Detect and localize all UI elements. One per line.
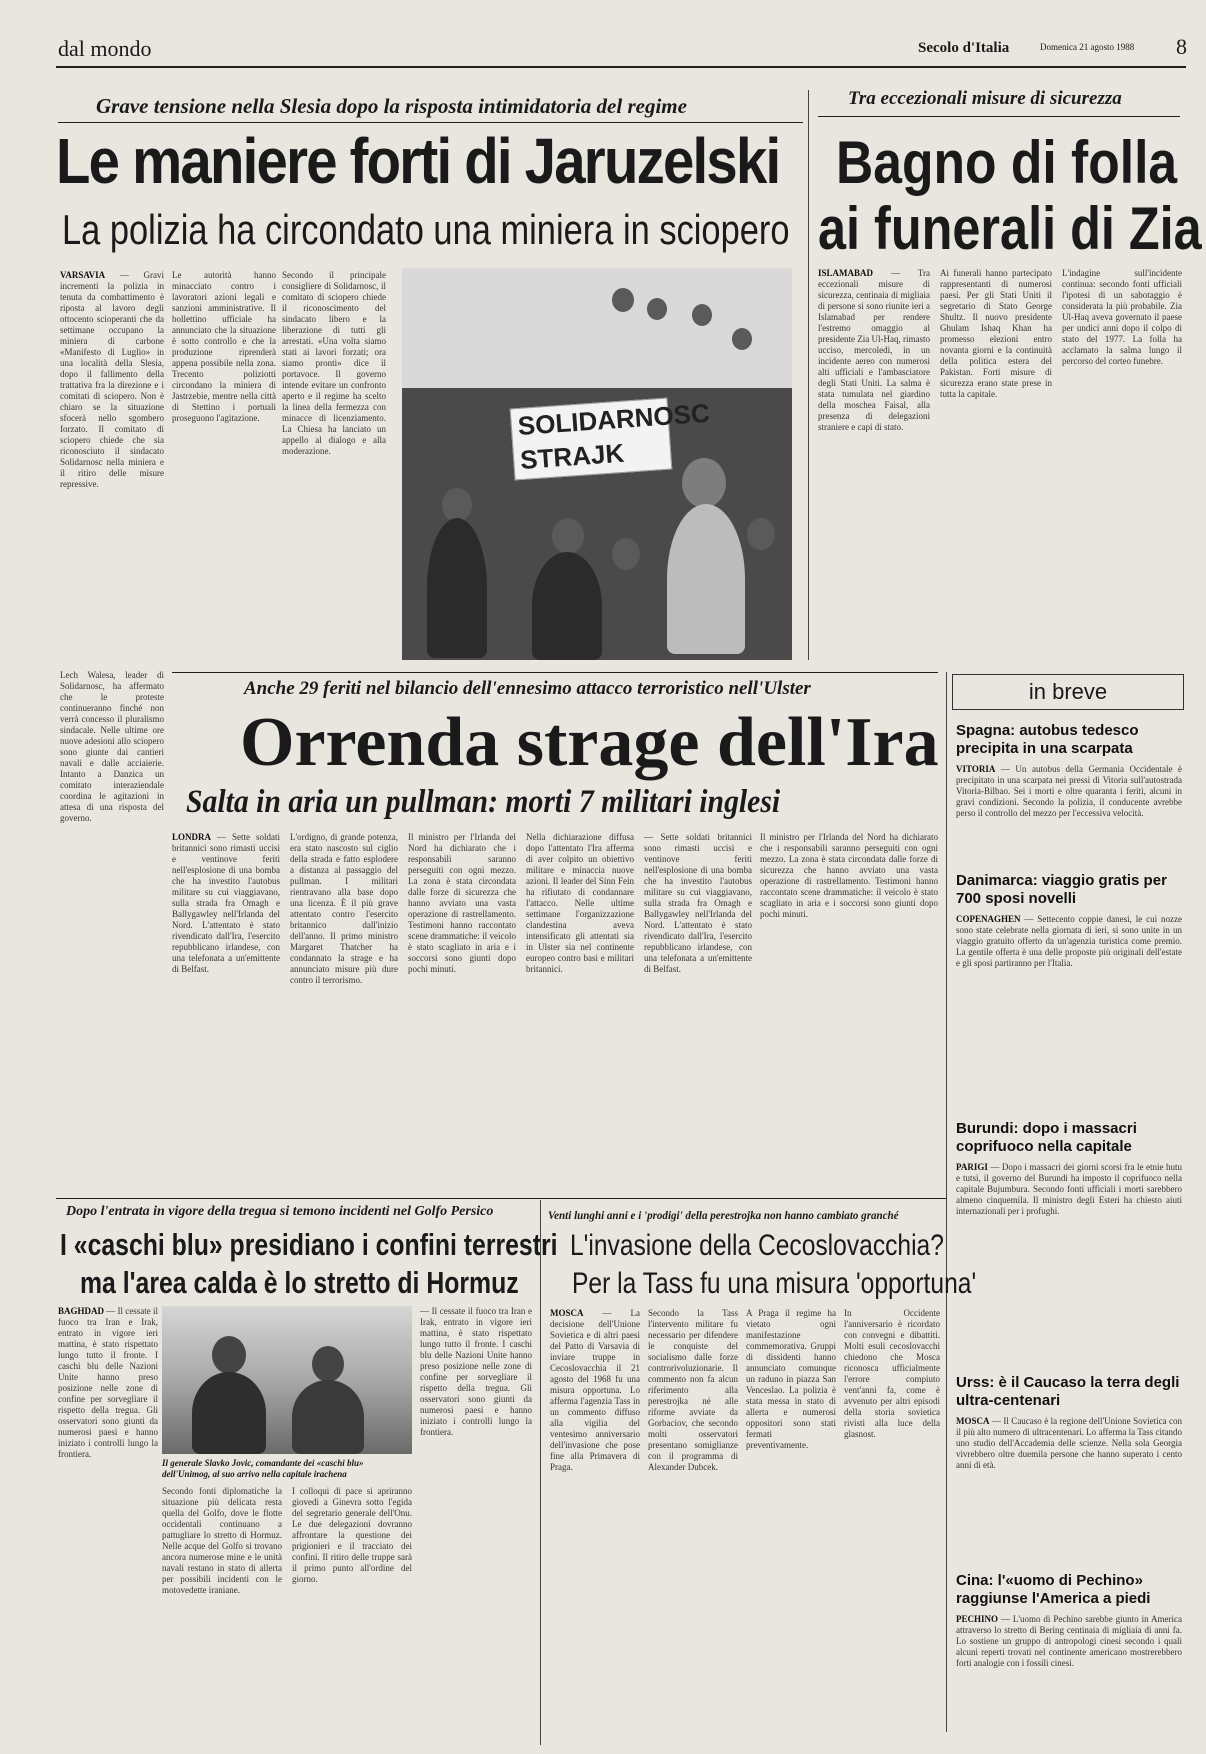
hormuz-col-2 [162,1486,282,1746]
hormuz-kicker: Dopo l'entrata in vigore della tregua si temono incidenti nel Golfo Persico [66,1204,494,1219]
brief-urss-title: Urss: è il Caucaso la terra degli ultra-centenari [956,1374,1180,1409]
solidarnosc-sign [510,397,711,481]
brief-danimarca-title: Danimarca: viaggio gratis per 700 sposi novelli [956,872,1167,907]
jaruzelski-headline: Le maniere forti di Jaruzelski [56,125,780,197]
ira-col-5 [644,832,752,1192]
ira-body-4: Nella dichiarazione diffusa dopo l'attentato l'Ira afferma di aver colpito un obiettivo militare e minaccia nuove azioni. Il leader del Sinn Fein ha rifiutato di condannare l'attacco. Nelle ultime settimane l'organizzazione clandestina aveva intensificato gli attentati sia in Ulster sia nel continente europeo contro basi e militari britannici. [526,832,634,974]
zia-kicker-rule [818,116,1180,117]
ceco-col-1 [550,1308,640,1746]
zia-dateline: ISLAMABAD [818,268,874,278]
in-breve-divider [946,672,947,1732]
hormuz-col-1 [58,1306,158,1746]
section-label: dal mondo [58,36,152,61]
ceco-col-2 [648,1308,738,1746]
in-breve-title: in breve [1028,679,1108,704]
hormuz-col-4 [420,1306,532,1746]
jaruzelski-dateline: VARSAVIA [60,270,106,280]
zia-col-3 [1062,268,1182,666]
jaruzelski-body-1: — Gravi incrementi la polizia in tenuta da combattimento è riposta al lavoro degli ottocento scioperanti che da settimane occupano la miniera di carbone «Manifesto di Luglio» in una località della Slesia, dopo il fallimento della trattativa fra la direzione e i comitati di sciopero. Non è chiaro se la situazione sfocerà nello sgombero forzato. Il comitato di sciopero chiede che sia riconosciuto il sindacato Solidarnosc nella miniera e il ritiro delle misure repressive. [60,270,164,489]
ceco-col-4 [844,1308,940,1746]
ceco-kicker: Venti lunghi anni e i 'prodigi' della perestrojka non hanno cambiato granché [548,1208,899,1222]
zia-body-3: L'indagine sull'incidente continua: secondo fonti ufficiali l'ipotesi di un sabotaggio è considerata la più probabile. Zia Ul-Haq aveva governato il paese per undici anni dopo il colpo di stato del 1977. La folla ha acclamato la salma lungo il percorso del corteo funebre. [1062,268,1182,366]
ira-col-6 [760,832,938,1192]
hormuz-headline-1: I «caschi blu» presidiano i confini terrestri [60,1227,558,1262]
brief-cina [956,1572,1182,1742]
sign-text-2: STRAJK [519,437,626,475]
jaruzelski-kicker: Grave tensione nella Slesia dopo la risposta intimidatoria del regime [96,94,687,118]
brief-urss [956,1374,1182,1554]
hormuz-headline-2: ma l'area calda è lo stretto di Hormuz [80,1265,519,1300]
header-rule [56,66,1186,68]
hormuz-body-3: I colloqui di pace si apriranno giovedì a Ginevra sotto l'egida del segretario generale dell'Onu. Le due delegazioni dovranno affrontare la questione dei prigionieri e il tracciato dei confini. Il ritiro delle truppe sarà il primo punto all'ordine del giorno. [292,1486,412,1584]
zia-body-1: — Tra eccezionali misure di sicurezza, centinaia di migliaia di persone si sono riunite ieri a Islamabad per rendere l'estremo omaggio al presidente Zia Ul-Haq, rimasto ucciso, mercoledì, in un incidente aereo con numerosi alti ufficiali e l'ambasciatore degli Stati Uniti. La salma è stata tumulata nel giardino della moschea Faisal, alla presenza di delegazioni straniere e capi di stato. [818,268,930,432]
zia-headline-2: ai funerali di Zia [818,195,1202,262]
jaruzelski-col-1 [60,270,164,665]
brief-cina-text: — L'uomo di Pechino sarebbe giunto in America attraverso lo stretto di Bering centinaia di migliaia di anni fa. Lo sostiene un gruppo di antropologi cinesi secondo i quali alcuni reperti trovati nel continente americano mostrerebbero forti analogie con i fossili cinesi. [956,1614,1183,1668]
in-breve-box [952,674,1184,710]
brief-danimarca-text: — Settecento coppie danesi, le cui nozze sono state celebrate nella giornata di ieri, si sono unite in un viaggio gratuito offerto da un'agenzia turistica come premio. La gentile offerta è una delle proposte più originali dell'estate e gli sposi partiranno per l'Italia. [956,914,1182,968]
hormuz-body-2: Secondo fonti diplomatiche la situazione più delicata resta quella del Golfo, dove le flotte occidentali continuano a pattugliare lo stretto di Hormuz. Nelle acque del Golfo si trovano ancora numerose mine e le unità navali restano in stato di allerta per possibili incidenti con le motovedette iraniane. [162,1486,282,1595]
ira-col-3 [408,832,516,1192]
ira-body-3: Il ministro per l'Irlanda del Nord ha dichiarato che i responsabili saranno perseguiti con ogni mezzo. La zona è stata circondata dalle forze di sicurezza che hanno avviato una vasta operazione di rastrellamento. Testimoni hanno raccontato scene drammatiche: il veicolo è stato scagliato in aria e i soccorsi sono giunti dopo pochi minuti. [408,832,516,974]
ceco-body-4: In Occidente l'anniversario è ricordato con convegni e dibattiti. Molti esuli cecoslovacchi chiedono che Mosca riconosca ufficialmente l'errore compiuto vent'anni fa, come è avvenuto per altri episodi della storia sovietica rivisti alla luce della glasnost. [844,1308,940,1439]
jaruzelski-body-4: Lech Walesa, leader di Solidarnosc, ha affermato che le proteste continueranno finché non verrà concesso il pluralismo sindacale. Nelle ultime ore nuove adesioni allo sciopero sono giunte dai cantieri navali e dalle acciaierie. Intanto a Danzica un comitato interaziendale coordina le agitazioni in attesa di una risposta del governo. [60,670,164,823]
brief-spagna-text: — Un autobus della Germania Occidentale è precipitato in una scarpata nei pressi di Vitoria sull'autostrada Vitoria-Bilbao. Sei i morti e oltre quaranta i feriti, alcuni in gravi condizioni. Secondo la polizia, il conducente avrebbe perso il controllo del mezzo per l'eccessiva velocità. [956,764,1183,818]
brief-danimarca [956,872,1182,1142]
ira-subhead: Salta in aria un pullman: morti 7 militari inglesi [186,784,781,820]
brief-cina-title: Cina: l'«uomo di Pechino» raggiunse l'America a piedi [956,1572,1151,1607]
sign-text-1: SOLIDARNOSC [516,397,711,442]
ira-col-4 [526,832,634,1192]
brief-spagna-title: Spagna: autobus tedesco precipita in una scarpata [956,722,1139,757]
ira-body-6: Il ministro per l'Irlanda del Nord ha dichiarato che i responsabili saranno perseguiti con ogni mezzo. La zona è stata circondata dalle forze di sicurezza che hanno avviato una vasta operazione di rastrellamento. Testimoni hanno raccontato scene drammatiche: il veicolo è stato scagliato in aria e i soccorsi sono giunti dopo pochi minuti. [760,832,938,919]
ira-dateline: LONDRA [172,832,212,842]
brief-urss-body [956,1416,1182,1546]
brief-urss-dateline: MOSCA [956,1416,990,1426]
ira-kicker: Anche 29 feriti nel bilancio dell'ennesimo attacco terroristico nell'Ulster [244,678,811,699]
hormuz-body-4: — Il cessate il fuoco tra Iran e Irak, entrato in vigore ieri mattina, è stato rispettato lungo tutto il fronte. I caschi blu delle Nazioni Unite hanno preso posizione nelle zone di confine per sorvegliare il rispetto della tregua. Gli osservatori sono giunti da numerosi paesi e hanno iniziato i controlli lungo la frontiera. [420,1306,532,1437]
brief-urss-text: — Il Caucaso è la regione dell'Unione Sovietica con il più alto numero di ultracentenari. Lo afferma la Tass citando uno studio dell'Accademia delle scienze. Nella sola Georgia vivrebbero oltre duemila persone che hanno superato i cento anni di età. [956,1416,1182,1470]
jaruzelski-col-3 [282,270,386,665]
brief-burundi-dateline: PARIGI [956,1162,988,1172]
ceco-headline-1: L'invasione della Cecoslovacchia? [570,1229,944,1262]
brief-burundi-text: — Dopo i massacri dei giorni scorsi fra le etnie hutu e tutsi, il governo del Burundi ha imposto il coprifuoco nella capitale Bujumbura. Secondo fonti ufficiali i morti sarebbero almeno cinquemila. Il ministro degli Esteri ha chiesto aiuti internazionali per i profughi. [956,1162,1183,1216]
zia-body-2: Ai funerali hanno partecipato rappresentanti di numerosi paesi. Per gli Stati Uniti il segretario di Stato George Shultz. Il nuovo presidente Ghulam Ishaq Khan ha promesso elezioni entro novanta giorni e la continuità della politica estera del Pakistan. Forti misure di sicurezza erano state prese in tutta la capitale. [940,268,1052,399]
column-divider [808,90,809,660]
page-number: 8 [1176,34,1187,59]
brief-cina-dateline: PECHINO [956,1614,999,1624]
ira-body-5: — Sette soldati britannici sono rimasti uccisi e ventinove feriti nell'esplosione di una bomba che ha investito l'autobus militare su cui viaggiavano, sulla strada fra Omagh e Ballygawley nell'Irlanda del Nord. L'attentato è stato rivendicato dall'Ira, l'esercito repubblicano irlandese, con una telefonata a un'emittente di Belfast. [644,832,752,974]
bottom-section-rule [56,1198,946,1199]
hormuz-dateline: BAGHDAD [58,1306,105,1316]
hormuz-col-3 [292,1486,412,1746]
zia-kicker: Tra eccezionali misure di sicurezza [848,88,1122,109]
bottom-divider [540,1200,541,1745]
ceco-body-3: A Praga il regime ha vietato ogni manifestazione commemorativa. Gruppi di dissidenti hanno annunciato comunque un raduno in piazza San Venceslao. La polizia è stata messa in stato di allerta e numerosi oppositori sono stati fermati preventivamente. [746,1308,836,1450]
brief-cina-body [956,1614,1182,1734]
ira-col-1 [172,832,280,1192]
jaruzelski-body-3: Secondo il principale consigliere di Solidarnosc, il comitato di sciopero chiede il riconoscimento del sindacato libero e la liberazione di tutti gli arrestati. «Una volta siamo stati ai lavori forzati; ora siamo pronti» dice il portavoce. Il governo intende evitare un confronto aperto e il regime ha scelto la linea della fermezza con minacce di licenziamento. La Chiesa ha lanciato un appello al dialogo e alla moderazione. [282,270,386,456]
ira-top-rule [172,672,938,673]
caschi-blu-photo [162,1306,412,1454]
ceco-body-2: Secondo la Tass l'intervento militare fu necessario per difendere le conquiste del socialismo dalle forze controrivoluzionarie. Il commento non fa alcun riferimento alla perestrojka né alle riforme avviate da Gorbaciov, che secondo molti osservatori presentano somiglianze con il programma di Alexander Dubcek. [648,1308,738,1472]
brief-burundi-title: Burundi: dopo i massacri coprifuoco nella capitale [956,1120,1137,1155]
ceco-headline-2: Per la Tass fu una misura 'opportuna' [572,1267,977,1300]
zia-headline-1: Bagno di folla [836,129,1178,196]
brief-burundi [956,1120,1182,1370]
jaruzelski-subhead: La polizia ha circondato una miniera in sciopero [62,206,790,253]
ceco-col-3 [746,1308,836,1746]
hormuz-body-1: — Il cessate il fuoco tra Iran e Irak, entrato in vigore ieri mattina, è stato rispettato lungo tutto il fronte. I caschi blu delle Nazioni Unite hanno preso posizione nelle zone di confine per sorvegliare il rispetto della tregua. Gli osservatori sono giunti da numerosi paesi e hanno iniziato i controlli lungo la frontiera. [58,1306,158,1459]
ira-body-1: — Sette soldati britannici sono rimasti uccisi e ventinove feriti nell'esplosione di una bomba che ha investito l'autobus militare su cui viaggiavano, sulla strada fra Omagh e Ballygawley nell'Irlanda del Nord. L'attentato è stato rivendicato dall'Ira, l'esercito repubblicano irlandese, con una telefonata a un'emittente di Belfast. [172,832,280,974]
ceco-body-1: — La decisione dell'Unione Sovietica e di altri paesi del Patto di Varsavia di inviare truppe in Cecoslovacchia il 21 agosto del 1968 fu una misura opportuna. Lo afferma l'agenzia Tass in un commento diffuso alla vigilia del ventesimo anniversario dell'invasione che pose fine alla Primavera di Praga. [550,1308,640,1472]
zia-col-1 [818,268,930,666]
jaruzelski-col-4 [60,670,164,1200]
ceco-dateline: MOSCA [550,1308,584,1318]
issue-date: Domenica 21 agosto 1988 [1040,42,1135,52]
newspaper-name: Secolo d'Italia [918,40,1010,56]
ira-col-2 [290,832,398,1192]
solidarnosc-photo [402,268,792,660]
brief-danimarca-dateline: COPENAGHEN [956,914,1021,924]
ira-body-2: L'ordigno, di grande potenza, era stato nascosto sul ciglio della strada e fatto esplodere a distanza al passaggio del pullman. I militari rientravano alla base dopo una licenza. È il più grave attentato contro l'esercito britannico dall'inizio dell'anno. Il primo ministro Margaret Thatcher ha condannato la strage e ha annunciato misure più dure contro il terrorismo. [290,832,398,985]
zia-col-2 [940,268,1052,666]
jaruzelski-body-2: Le autorità hanno minacciato contro i lavoratori azioni legali e sanzioni amministrative. Il bollettino ufficiale ha annunciato che la situazione è sotto controllo e che la produzione riprenderà appena possibile nella zona. Trecento poliziotti circondano la miniera di Jastrzebie, mentre nella città di Stettino i portuali proseguono l'agitazione. [172,270,276,423]
brief-burundi-body [956,1162,1182,1362]
brief-spagna-dateline: VITORIA [956,764,996,774]
jaruzelski-kicker-rule [58,122,803,123]
brief-danimarca-body [956,914,1182,1134]
caschi-blu-caption: Il generale Slavko Jovic, comandante dei «caschi blu» dell'Unimog, al suo arrivo nella capitale irachena [162,1458,364,1479]
jaruzelski-col-2 [172,270,276,665]
ira-headline: Orrenda strage dell'Ira [240,704,939,781]
